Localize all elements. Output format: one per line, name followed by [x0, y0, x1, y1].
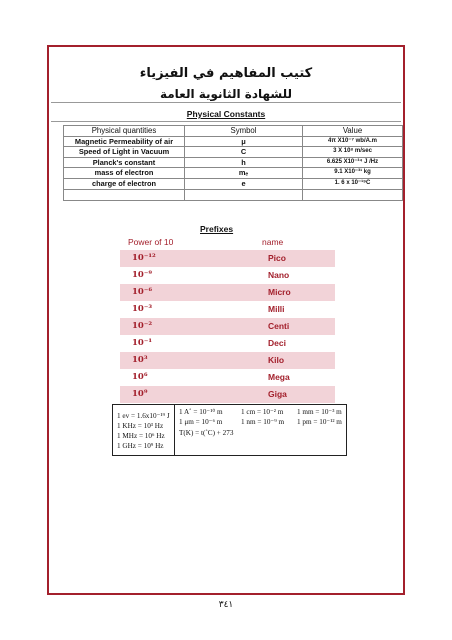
unit-ev: 1 ev = 1.6x10⁻¹⁹ J — [117, 412, 170, 420]
unit-khz: 1 KHz = 10³ Hz — [117, 422, 164, 430]
symbol-cell: e — [185, 178, 303, 189]
booklet-title: كتيب المفاهيم في الفيزياء — [139, 66, 313, 81]
table-header-row — [64, 126, 403, 137]
unit-mm: 1 mm = 10⁻³ m — [297, 408, 342, 416]
prefix-power: 10⁻⁶ — [132, 287, 153, 297]
table-row — [64, 178, 403, 189]
prefix-power: 10⁻⁹ — [132, 270, 153, 280]
symbol-cell: μ — [185, 136, 303, 147]
prefix-name-header: name — [262, 237, 284, 247]
prefix-name: Milli — [268, 304, 285, 314]
prefix-power-header: Power of 10 — [128, 237, 174, 247]
quantity-cell: Magnetic Permeability of air — [64, 136, 185, 147]
prefix-power: 10⁶ — [132, 372, 148, 382]
prefix-name: Kilo — [268, 355, 285, 365]
prefix-power: 10³ — [132, 355, 148, 365]
table-row — [64, 136, 403, 147]
value-cell: 3 X 10⁸ m/sec — [303, 147, 403, 158]
header-divider — [51, 102, 401, 103]
page-number: ٣٤١ — [218, 600, 234, 610]
prefix-row — [120, 335, 335, 352]
prefix-row — [120, 369, 335, 386]
prefix-name: Mega — [268, 372, 290, 382]
table-row — [64, 147, 403, 158]
prefix-name: Deci — [268, 338, 286, 348]
quantity-cell: Planck's constant — [64, 157, 185, 168]
prefix-name: Giga — [268, 389, 287, 399]
booklet-subtitle: للشهادة الثانوية العامة — [159, 87, 293, 101]
symbol-cell: C — [185, 147, 303, 158]
symbol-cell: mₑ — [185, 168, 303, 179]
value-cell: 1. 6 x 10⁻¹⁹C — [303, 178, 403, 189]
unit-kelvin: T(K) = t(˚C) + 273 — [179, 429, 234, 437]
physical-constants-title: Physical Constants — [186, 109, 266, 119]
physical-constants-table — [63, 125, 403, 201]
prefix-row — [120, 250, 335, 267]
table-row-empty — [64, 189, 403, 200]
prefix-name: Nano — [268, 270, 290, 280]
unit-mhz: 1 MHz = 10⁶ Hz — [117, 432, 165, 440]
unit-nm: 1 nm = 10⁻⁹ m — [241, 418, 285, 426]
prefix-power: 10⁻² — [132, 321, 153, 331]
quantity-cell: charge of electron — [64, 178, 185, 189]
prefix-row — [120, 352, 335, 369]
prefix-row — [120, 386, 335, 403]
prefix-power: 10⁻¹² — [132, 253, 156, 263]
value-cell: 6.625 X10⁻³⁴ J /Hz — [303, 157, 403, 168]
prefix-row — [120, 318, 335, 335]
prefix-power: 10⁹ — [132, 389, 148, 399]
prefix-name: Centi — [268, 321, 290, 331]
quantity-cell: Speed of Light in Vacuum — [64, 147, 185, 158]
unit-ghz: 1 GHz = 10⁹ Hz — [117, 442, 164, 450]
constants-divider — [51, 121, 401, 122]
symbol-cell: h — [185, 157, 303, 168]
prefix-row — [120, 301, 335, 318]
unit-pm: 1 pm = 10⁻¹² m — [297, 418, 342, 426]
header-value: Value — [303, 126, 403, 137]
prefix-row — [120, 284, 335, 301]
prefixes-title: Prefixes — [200, 224, 234, 234]
table-row — [64, 168, 403, 179]
unit-cm: 1 cm = 10⁻² m — [241, 408, 284, 416]
prefix-name: Pico — [268, 253, 286, 263]
table-row — [64, 157, 403, 168]
unit-conversions-box — [112, 404, 347, 456]
prefix-row — [120, 267, 335, 284]
value-cell: 4π X10⁻⁷ wb/A.m — [303, 136, 403, 147]
quantity-cell: mass of electron — [64, 168, 185, 179]
unit-angstrom: 1 A˚ = 10⁻¹⁰ m — [179, 408, 223, 416]
prefix-name: Micro — [268, 287, 291, 297]
header-symbol: Symbol — [185, 126, 303, 137]
prefix-power: 10⁻³ — [132, 304, 153, 314]
header-quantity: Physical quantities — [64, 126, 185, 137]
prefix-power: 10⁻¹ — [132, 338, 153, 348]
value-cell: 9.1 X10⁻³¹ kg — [303, 168, 403, 179]
unit-um: 1 μm = 10⁻⁶ m — [179, 418, 223, 426]
units-divider — [174, 405, 175, 455]
